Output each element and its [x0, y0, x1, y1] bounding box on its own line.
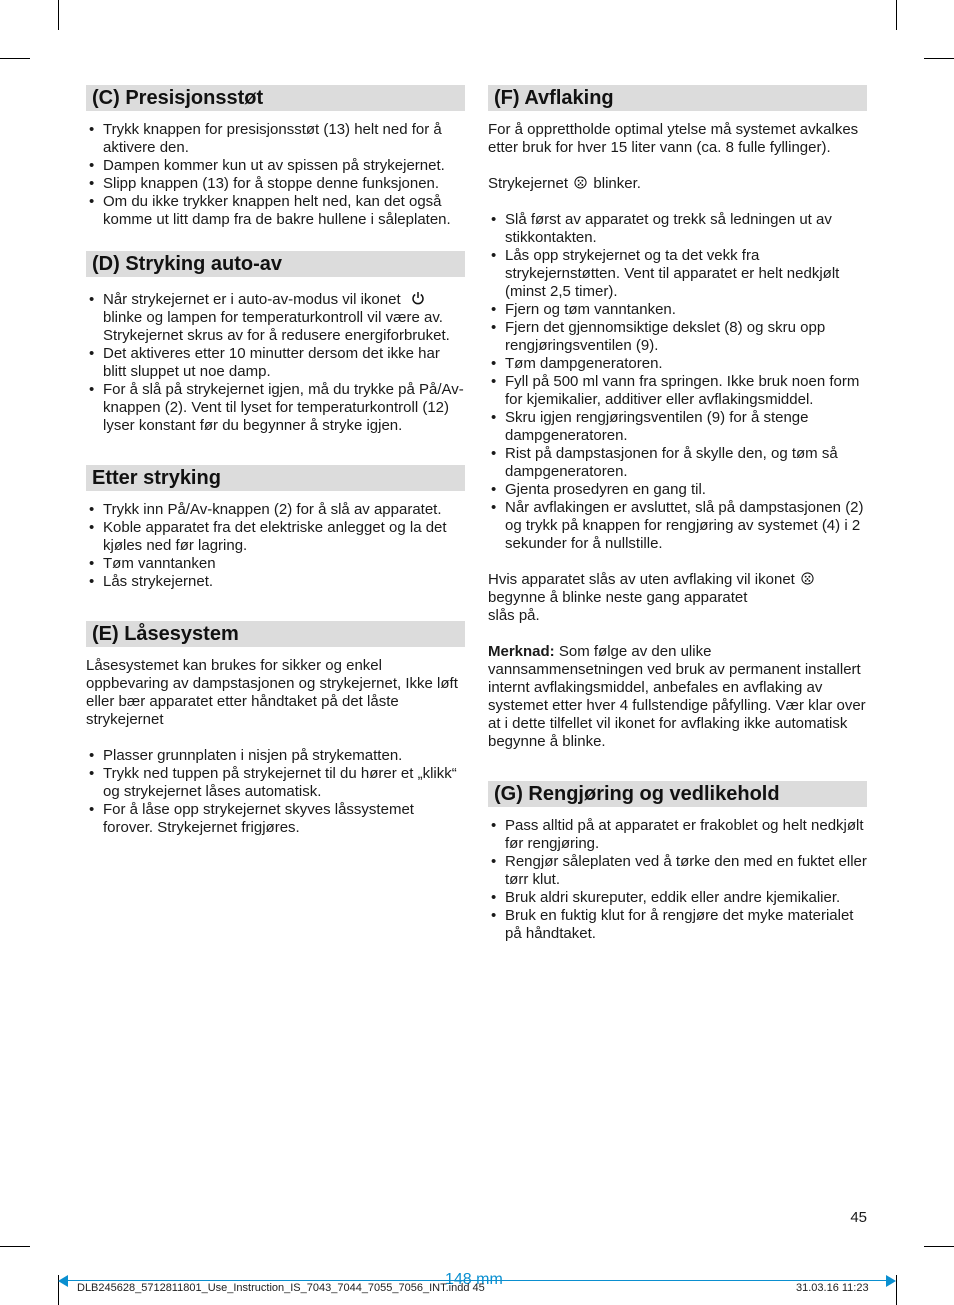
- list-item: • Fjern og tøm vanntanken.: [488, 301, 867, 319]
- blink-note-text: Strykejernet: [488, 175, 569, 192]
- blink-note: [488, 175, 867, 193]
- list-item: • Skru igjen rengjøringsventilen (9) for å stenge dampgeneratoren.: [488, 409, 867, 445]
- list-item: • Tøm vanntanken: [86, 555, 465, 573]
- off-warning: [488, 571, 867, 625]
- list-item: • Om du ikke trykker knappen helt ned, kan det også komme ut litt damp fra de bakre hullene i såleplaten.: [86, 193, 465, 229]
- list-item: • Slå først av apparatet og trekk så ledningen ut av stikkontakten.: [488, 211, 867, 247]
- list-item: • Rist på dampstasjonen for å skylle den, og tøm så dampgeneratoren.: [488, 445, 867, 481]
- list-item: • Gjenta prosedyren en gang til.: [488, 481, 867, 499]
- section-intro: For å opprettholde optimal ytelse må systemet avkalkes etter bruk for hver 15 liter vann (ca. 8 fulle fyllinger).: [488, 121, 859, 156]
- list-item: • Fyll på 500 ml vann fra springen. Ikke bruk noen form for kjemikalier, additiver eller avflakingsmiddel.: [488, 373, 867, 409]
- note-paragraph: [488, 643, 867, 751]
- bullet-list: [86, 747, 465, 837]
- list-item: • Plasser grunnplaten i nisjen på strykematten.: [86, 747, 465, 765]
- list-item: • Når avflakingen er avsluttet, slå på dampstasjonen (2) og trykk på knappen for rengjøring av systemet (4) i 2 sekunder for å nullstille.: [488, 499, 867, 553]
- crop-mark: [58, 0, 59, 30]
- section-heading: (F) Avflaking: [488, 85, 867, 111]
- list-item: • Bruk en fuktig klut for å rengjøre det myke materialet på håndtaket.: [488, 907, 867, 943]
- list-item: • Tøm dampgeneratoren.: [488, 355, 867, 373]
- right-column: [488, 85, 867, 943]
- off-warning-text: slås på.: [488, 607, 540, 624]
- decalc-icon: [574, 176, 587, 189]
- section-decalcification: [488, 85, 867, 751]
- crop-mark: [0, 1246, 30, 1247]
- section-heading: Etter stryking: [86, 465, 465, 491]
- note-label: Merknad:: [488, 643, 555, 660]
- list-item: • Det aktiveres etter 10 minutter dersom det ikke har blitt sluppet ut noe damp.: [86, 345, 465, 381]
- power-icon: [411, 291, 425, 305]
- crop-mark: [924, 58, 954, 59]
- section-heading: (C) Presisjonsstøt: [86, 85, 465, 111]
- list-item: • Bruk aldri skureputer, eddik eller andre kjemikalier.: [488, 889, 867, 907]
- off-warning-text: Hvis apparatet slås av uten avflaking vil ikonet: [488, 571, 795, 588]
- list-item: • Trykk ned tuppen på strykejernet til du hører et „klikk“ og strykejernet låses automatisk.: [86, 765, 465, 801]
- left-column: [86, 85, 465, 837]
- list-item: [86, 291, 465, 345]
- decalc-icon: [801, 572, 814, 585]
- list-item-text: Når strykejernet er i auto-av-modus vil ikonet: [103, 291, 401, 308]
- bullet-list: [488, 817, 867, 943]
- list-item: • Fjern det gjennomsiktige dekslet (8) og skru opp rengjøringsventilen (9).: [488, 319, 867, 355]
- section-intro: Låsesystemet kan brukes for sikker og enkel oppbevaring av dampstasjonen og strykejernet, Ikke løft eller bær apparatet etter håndtaket på det låste strykejernet: [86, 657, 458, 728]
- list-item-text: blinke og lampen for temperaturkontroll vil være av. Strykejernet skrus av for å redusere energiforbruket.: [103, 309, 450, 344]
- list-item: • Trykk knappen for presisjonsstøt (13) helt ned for å aktivere den.: [86, 121, 465, 157]
- list-item: • For å slå på strykejernet igjen, må du trykke på På/Av-knappen (2). Vent til lyset for temperaturkontroll (12) lyser konstant før du begynner å stryke igjen.: [86, 381, 465, 435]
- note-text: Som følge av den ulike vannsammensetningen ved bruk av permanent installert internt avflakingsmiddel, anbefales en avflaking av systemet etter hver 4 fullstendige påfylling. Vær klar over at i dette tilfellet vil ikonet for avflaking ikke automatisk begynne å blinke.: [488, 643, 866, 750]
- section-precision-shot: [86, 85, 465, 229]
- bullet-list: [86, 121, 465, 229]
- list-item: • Lås strykejernet.: [86, 573, 465, 591]
- section-after-ironing: [86, 465, 465, 591]
- footer-filename: DLB245628_5712811801_Use_Instruction_IS_7043_7044_7055_7056_INT.indd 45: [77, 1282, 485, 1294]
- bullet-list: [488, 211, 867, 553]
- section-auto-off: [86, 251, 465, 435]
- crop-mark: [0, 58, 30, 59]
- measure-label: 148 mm: [445, 1271, 503, 1288]
- page-number: 45: [850, 1209, 867, 1226]
- off-warning-text: begynne å blinke neste gang apparatet: [488, 589, 748, 606]
- list-item: • Pass alltid på at apparatet er frakoblet og helt nedkjølt før rengjøring.: [488, 817, 867, 853]
- crop-mark: [896, 1275, 897, 1305]
- footer-timestamp: 31.03.16 11:23: [796, 1282, 869, 1294]
- crop-mark: [924, 1246, 954, 1247]
- arrow-left-icon: [58, 1275, 68, 1287]
- list-item: • Lås opp strykejernet og ta det vekk fra strykejernstøtten. Vent til apparatet er helt nedkjølt (minst 2,5 timer).: [488, 247, 867, 301]
- list-item: • Slipp knappen (13) for å stoppe denne funksjonen.: [86, 175, 465, 193]
- blink-note-text: blinker.: [593, 175, 641, 192]
- section-heading: (E) Låsesystem: [86, 621, 465, 647]
- section-cleaning: [488, 781, 867, 943]
- list-item: • Trykk inn På/Av-knappen (2) for å slå av apparatet.: [86, 501, 465, 519]
- section-lock-system: [86, 621, 465, 837]
- list-item: • For å låse opp strykejernet skyves låssystemet forover. Strykejernet frigjøres.: [86, 801, 465, 837]
- arrow-right-icon: [886, 1275, 896, 1287]
- list-item: • Koble apparatet fra det elektriske anlegget og la det kjøles ned før lagring.: [86, 519, 465, 555]
- section-heading: (G) Rengjøring og vedlikehold: [488, 781, 867, 807]
- crop-mark: [896, 0, 897, 30]
- bullet-list: [86, 501, 465, 591]
- list-item: • Rengjør såleplaten ved å tørke den med en fuktet eller tørr klut.: [488, 853, 867, 889]
- section-heading: (D) Stryking auto-av: [86, 251, 465, 277]
- bullet-list: [86, 291, 465, 435]
- list-item: • Dampen kommer kun ut av spissen på strykejernet.: [86, 157, 465, 175]
